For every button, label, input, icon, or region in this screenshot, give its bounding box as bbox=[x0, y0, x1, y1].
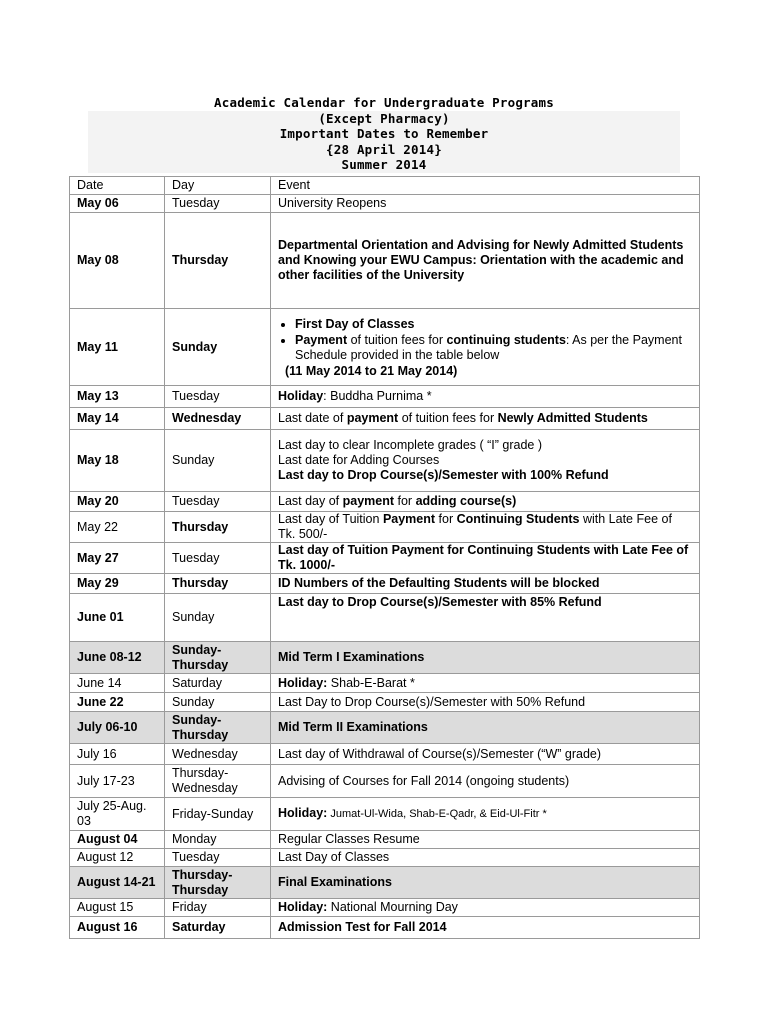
event-cell: Last Day of Classes bbox=[271, 849, 700, 867]
event-bold-text: Payment bbox=[382, 512, 436, 526]
header-date: {28 April 2014} bbox=[88, 142, 680, 158]
date-cell: July 17-23 bbox=[70, 765, 165, 798]
day-cell: Wednesday bbox=[165, 744, 271, 765]
event-cell bbox=[271, 492, 700, 512]
column-header-event: Event bbox=[271, 177, 700, 195]
day-cell: Sunday bbox=[165, 693, 271, 712]
table-row bbox=[70, 744, 700, 765]
day-cell: Thursday bbox=[165, 574, 271, 594]
event-bold-text: Holiday bbox=[278, 389, 324, 403]
event-text: of tuition fees for bbox=[398, 411, 498, 425]
table-row bbox=[70, 642, 700, 674]
table-row bbox=[70, 408, 700, 430]
event-line: Last day to clear Incomplete grades ( “I” grade ) bbox=[278, 438, 543, 452]
event-text: Jumat-Ul-Wida, Shab-E-Qadr, & Eid-Ul-Fitr * bbox=[327, 808, 547, 820]
table-row bbox=[70, 594, 700, 642]
event-bold-text: Continuing Students bbox=[456, 512, 580, 526]
table-row bbox=[70, 574, 700, 594]
table-row bbox=[70, 430, 700, 492]
event-cell: Departmental Orientation and Advising for Newly Admitted Students and Knowing your EWU Campus: Orientation with the academic and other facilities of the University bbox=[271, 213, 700, 309]
day-cell: Friday bbox=[165, 899, 271, 917]
event-bullet-list bbox=[278, 317, 692, 363]
date-cell: June 22 bbox=[70, 693, 165, 712]
column-header-day: Day bbox=[165, 177, 271, 195]
table-row bbox=[70, 765, 700, 798]
event-bold-text: Holiday: bbox=[278, 900, 328, 914]
event-text: for bbox=[435, 512, 457, 526]
event-text: for bbox=[394, 494, 416, 508]
day-cell: Thursday bbox=[165, 213, 271, 309]
table-row bbox=[70, 543, 700, 574]
header-term: Summer 2014 bbox=[88, 157, 680, 173]
event-cell: Regular Classes Resume bbox=[271, 831, 700, 849]
date-cell: August 12 bbox=[70, 849, 165, 867]
table-row bbox=[70, 492, 700, 512]
table-row bbox=[70, 917, 700, 939]
event-bold-text: Holiday: bbox=[278, 675, 328, 690]
event-cell bbox=[271, 674, 700, 693]
date-cell: August 15 bbox=[70, 899, 165, 917]
day-cell: Tuesday bbox=[165, 543, 271, 574]
table-row bbox=[70, 512, 700, 543]
table-header-row bbox=[70, 177, 700, 195]
event-bold-text: continuing students bbox=[446, 332, 566, 347]
table-row bbox=[70, 674, 700, 693]
day-cell: Monday bbox=[165, 831, 271, 849]
header-subtitle: (Except Pharmacy) bbox=[88, 111, 680, 127]
day-cell: Sunday-Thursday bbox=[165, 642, 271, 674]
table-row bbox=[70, 693, 700, 712]
date-cell: May 22 bbox=[70, 512, 165, 543]
event-cell: Final Examinations bbox=[271, 867, 700, 899]
date-cell: July 06-10 bbox=[70, 712, 165, 744]
day-cell: Tuesday bbox=[165, 849, 271, 867]
event-cell: Admission Test for Fall 2014 bbox=[271, 917, 700, 939]
date-cell: June 14 bbox=[70, 674, 165, 693]
day-cell: Tuesday bbox=[165, 386, 271, 408]
date-cell: May 14 bbox=[70, 408, 165, 430]
event-cell bbox=[271, 408, 700, 430]
event-bold-text: Newly Admitted Students bbox=[497, 411, 648, 425]
table-row bbox=[70, 386, 700, 408]
date-cell: May 20 bbox=[70, 492, 165, 512]
day-cell: Sunday bbox=[165, 594, 271, 642]
day-cell: Friday-Sunday bbox=[165, 798, 271, 831]
event-text: National Mourning Day bbox=[327, 900, 458, 914]
event-text: with Late Fee of Tk. 500/- bbox=[278, 512, 672, 541]
event-text: Last day of bbox=[278, 494, 343, 508]
event-cell: ID Numbers of the Defaulting Students will be blocked bbox=[271, 574, 700, 594]
date-cell: June 08-12 bbox=[70, 642, 165, 674]
event-text: : Buddha Purnima * bbox=[323, 389, 432, 403]
day-cell: Saturday bbox=[165, 917, 271, 939]
event-bold-text: Holiday: bbox=[278, 806, 328, 820]
day-cell: Wednesday bbox=[165, 408, 271, 430]
column-header-date: Date bbox=[70, 177, 165, 195]
event-cell: Mid Term II Examinations bbox=[271, 712, 700, 744]
table-row bbox=[70, 831, 700, 849]
document-header bbox=[88, 95, 680, 173]
day-cell: Thursday-Wednesday bbox=[165, 765, 271, 798]
event-text: of tuition fees for bbox=[347, 332, 447, 347]
day-cell: Tuesday bbox=[165, 492, 271, 512]
date-cell: June 01 bbox=[70, 594, 165, 642]
event-cell bbox=[271, 386, 700, 408]
date-cell: May 27 bbox=[70, 543, 165, 574]
event-text: : As per the Payment Schedule provided in the table below bbox=[295, 332, 682, 362]
table-row bbox=[70, 213, 700, 309]
event-cell bbox=[271, 899, 700, 917]
table-row bbox=[70, 849, 700, 867]
event-cell: Mid Term I Examinations bbox=[271, 642, 700, 674]
date-cell: July 25-Aug. 03 bbox=[70, 798, 165, 831]
table-row bbox=[70, 798, 700, 831]
list-item: • First Day of Classes bbox=[295, 317, 692, 332]
day-cell: Saturday bbox=[165, 674, 271, 693]
event-line: Last day to Drop Course(s)/Semester with 100% Refund bbox=[278, 468, 609, 482]
day-cell: Tuesday bbox=[165, 195, 271, 213]
table-row bbox=[70, 195, 700, 213]
date-cell: May 11 bbox=[70, 309, 165, 386]
day-cell: Sunday bbox=[165, 430, 271, 492]
day-cell: Sunday bbox=[165, 309, 271, 386]
payment-date-range: (11 May 2014 to 21 May 2014) bbox=[285, 363, 458, 378]
day-cell: Sunday-Thursday bbox=[165, 712, 271, 744]
date-cell: August 16 bbox=[70, 917, 165, 939]
date-cell: July 16 bbox=[70, 744, 165, 765]
event-text: Last day of Tuition bbox=[278, 512, 383, 526]
event-line: Last date for Adding Courses bbox=[278, 453, 440, 467]
table-row bbox=[70, 899, 700, 917]
date-cell: May 29 bbox=[70, 574, 165, 594]
event-text: Shab-E-Barat * bbox=[327, 675, 415, 690]
date-cell: May 18 bbox=[70, 430, 165, 492]
event-bold-text: payment bbox=[342, 494, 395, 508]
date-cell: August 04 bbox=[70, 831, 165, 849]
event-cell: Last day of Withdrawal of Course(s)/Semester (“W” grade) bbox=[271, 744, 700, 765]
date-cell: May 13 bbox=[70, 386, 165, 408]
event-bold-text: adding course(s) bbox=[415, 494, 517, 508]
event-cell bbox=[271, 512, 700, 543]
table-row bbox=[70, 309, 700, 386]
event-cell: Last day of Tuition Payment for Continuing Students with Late Fee of Tk. 1000/- bbox=[271, 543, 700, 574]
calendar-table bbox=[69, 176, 700, 939]
date-cell: August 14-21 bbox=[70, 867, 165, 899]
event-bold-text: payment bbox=[346, 411, 399, 425]
list-item bbox=[295, 333, 692, 363]
event-bold-text: Payment bbox=[295, 332, 348, 347]
date-cell: May 06 bbox=[70, 195, 165, 213]
event-cell: University Reopens bbox=[271, 195, 700, 213]
event-text: Last date of bbox=[278, 411, 347, 425]
date-cell: May 08 bbox=[70, 213, 165, 309]
event-cell bbox=[271, 430, 700, 492]
event-cell: Last day to Drop Course(s)/Semester with 85% Refund bbox=[271, 594, 700, 642]
day-cell: Thursday-Thursday bbox=[165, 867, 271, 899]
event-cell bbox=[271, 798, 700, 831]
header-title: Academic Calendar for Undergraduate Programs bbox=[214, 95, 554, 110]
event-cell bbox=[271, 309, 700, 386]
day-cell: Thursday bbox=[165, 512, 271, 543]
event-cell: Last Day to Drop Course(s)/Semester with 50% Refund bbox=[271, 693, 700, 712]
event-cell: Advising of Courses for Fall 2014 (ongoing students) bbox=[271, 765, 700, 798]
table-row bbox=[70, 712, 700, 744]
table-row bbox=[70, 867, 700, 899]
header-heading: Important Dates to Remember bbox=[88, 126, 680, 142]
